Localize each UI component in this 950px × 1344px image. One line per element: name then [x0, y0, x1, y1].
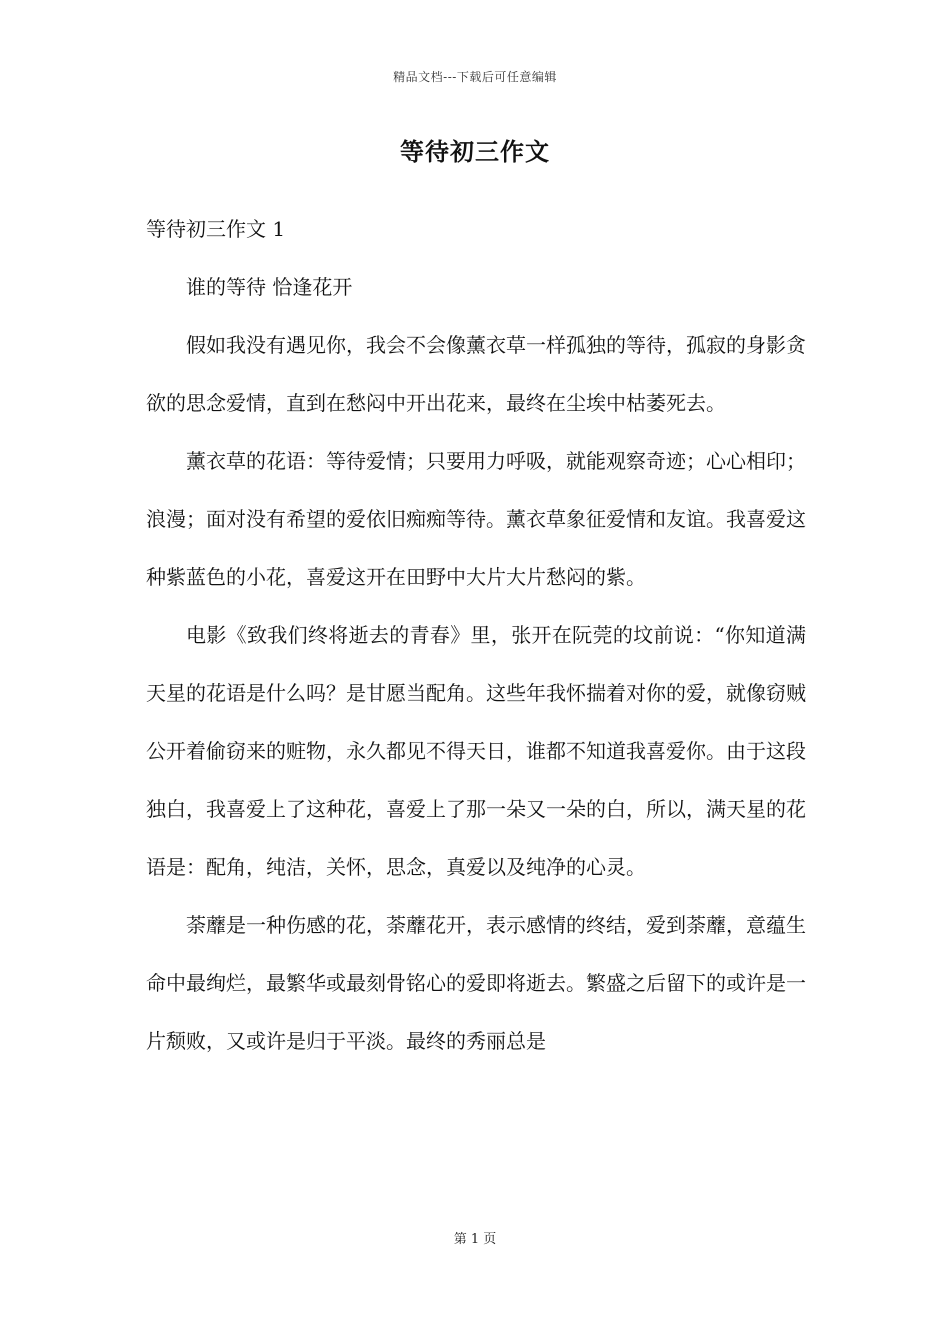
section-heading: 等待初三作文 1 — [146, 217, 286, 241]
page-number: 第 1 页 — [453, 1232, 497, 1247]
paragraph-3: 电影《致我们终将逝去的青春》里，张开在阮莞的坟前说：“你知道满天星的花语是什么吗？是甘愿当配角。这些年我怀揣着对你的爱，就像窃贼公开着偷窃来的赃物，永久都见不得天日，谁都不知道我喜爱你。由于这段独白，我喜爱上了这种花，喜爱上了那一朵又一朵的白，所以，满天星的花语是：配角，纯洁，关怀，思念，真爱以及纯净的心灵。 — [146, 623, 806, 879]
page-header: 精品文档---下载后可任意编辑 — [393, 70, 557, 84]
paragraph-4: 荼蘼是一种伤感的花，荼蘼花开，表示感情的终结，爱到荼蘼，意蕴生命中最绚烂，最繁华或最刻骨铭心的爱即将逝去。繁盛之后留下的或许是一片颓败，又或许是归于平淡。最终的秀丽总是 — [146, 913, 806, 1053]
paragraph-2: 薰衣草的花语：等待爱情；只要用力呼吸，就能观察奇迹；心心相印；浪漫；面对没有希望的爱依旧痴痴等待。薰衣草象征爱情和友谊。我喜爱这种紫蓝色的小花，喜爱这开在田野中大片大片愁闷的紫。 — [146, 449, 806, 589]
document-body — [146, 200, 806, 1070]
document-title: 等待初三作文 — [400, 137, 550, 166]
essay-subtitle: 谁的等待 恰逢花开 — [186, 275, 353, 299]
paragraph-1: 假如我没有遇见你，我会不会像薰衣草一样孤独的等待，孤寂的身影贪欲的思念爱情，直到在愁闷中开出花来，最终在尘埃中枯萎死去。 — [146, 333, 806, 415]
